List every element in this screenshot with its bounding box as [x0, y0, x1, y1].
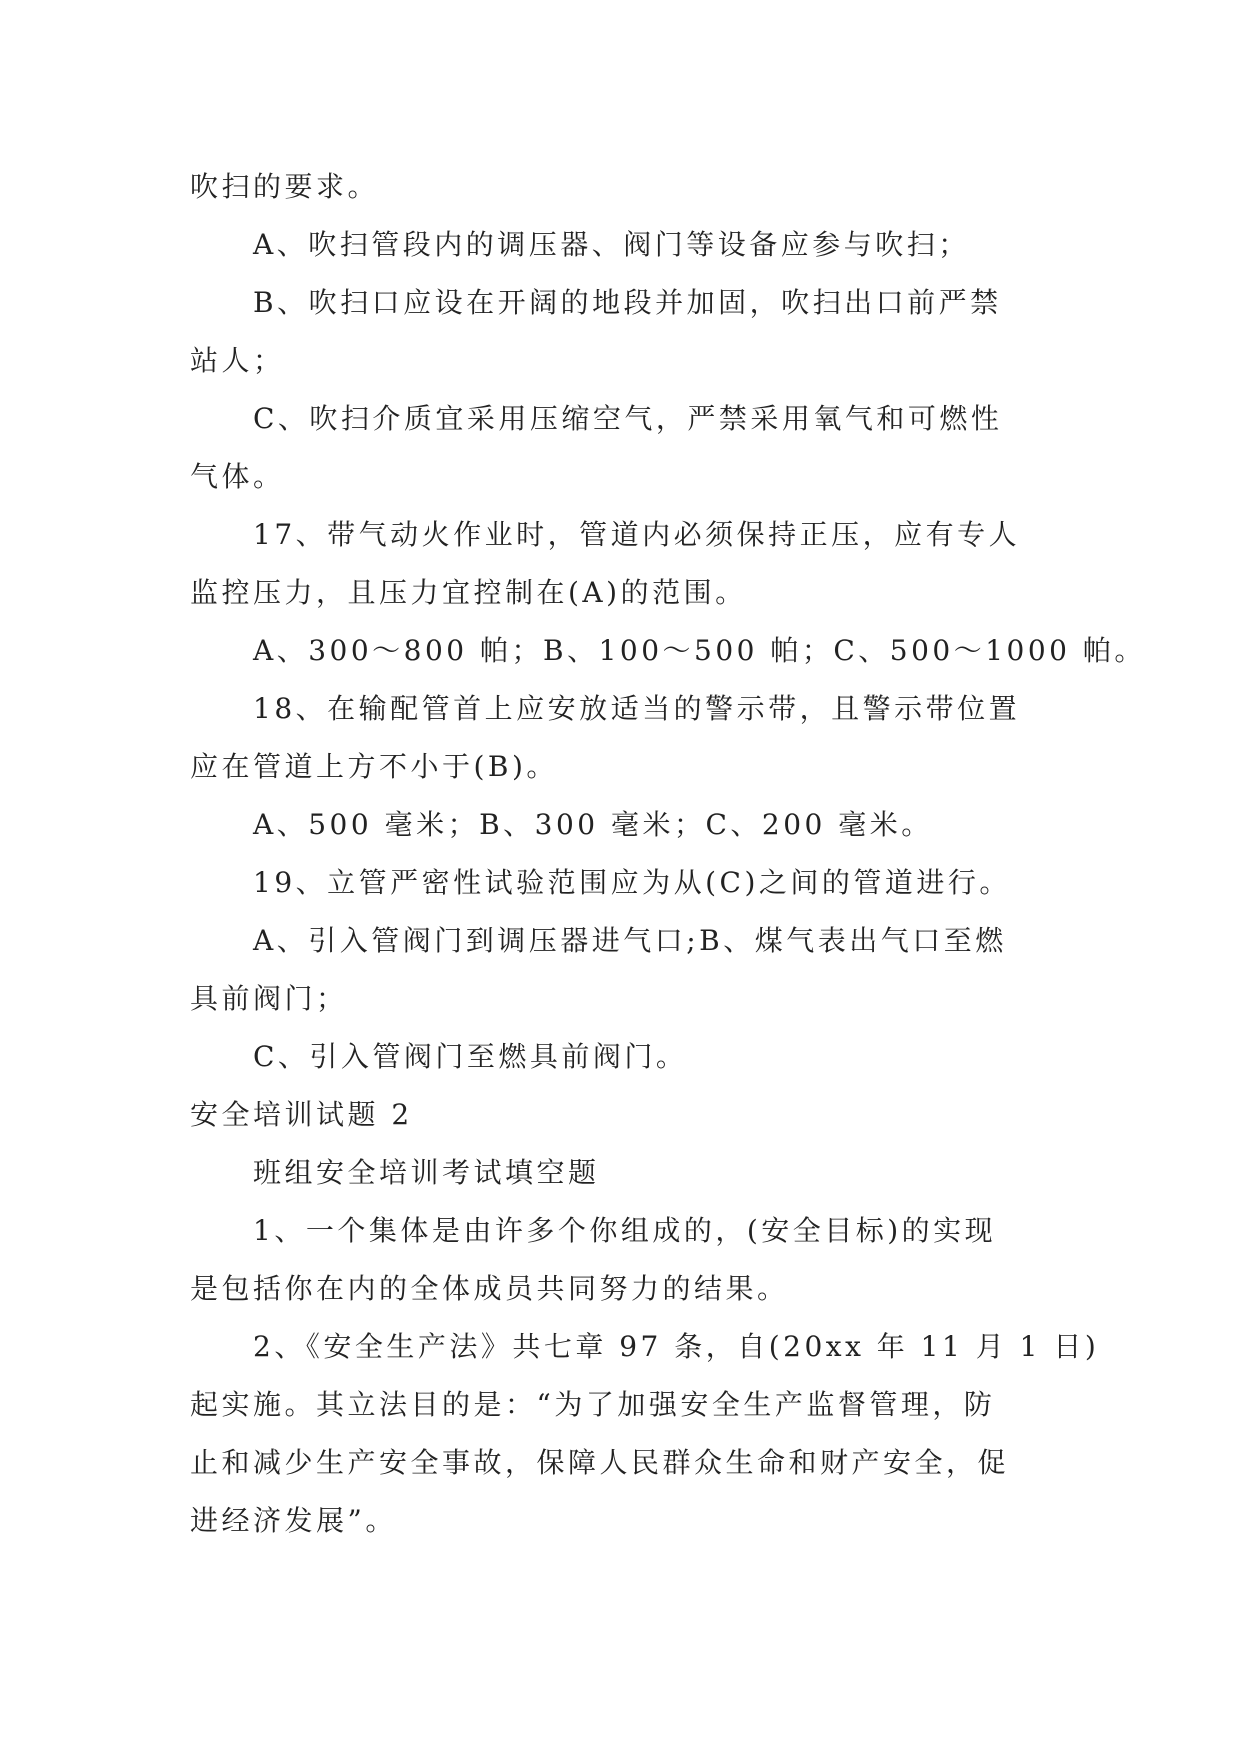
text-line: 站人；	[190, 344, 285, 377]
option-line: A、500 毫米；B、300 毫米；C、200 毫米。	[253, 808, 933, 841]
text-line: 吹扫的要求。	[190, 170, 380, 203]
question-line: 1、一个集体是由许多个你组成的，(安全目标)的实现	[253, 1214, 997, 1247]
option-line: C、引入管阀门至燃具前阀门。	[253, 1040, 688, 1073]
text-line: 起实施。其立法目的是：“为了加强安全生产监督管理，防	[190, 1388, 996, 1421]
question-line: 2、《安全生产法》共七章 97 条，自(20xx 年 11 月 1 日)	[253, 1330, 1100, 1363]
text-line: 止和减少生产安全事故，保障人民群众生命和财产安全，促	[190, 1446, 1010, 1479]
text-line: 进经济发展”。	[190, 1504, 397, 1537]
section-heading: 安全培训试题 2	[190, 1098, 413, 1131]
option-line: A、300～800 帕；B、100～500 帕；C、500～1000 帕。	[253, 634, 1146, 667]
option-line: A、引入管阀门到调压器进气口;B、煤气表出气口至燃	[253, 924, 1007, 957]
text-line: 是包括你在内的全体成员共同努力的结果。	[190, 1272, 789, 1305]
text-line: 监控压力，且压力宜控制在(A)的范围。	[190, 576, 747, 609]
option-line: B、吹扫口应设在开阔的地段并加固，吹扫出口前严禁	[253, 286, 1002, 319]
subsection-heading: 班组安全培训考试填空题	[253, 1156, 600, 1189]
question-line: 19、立管严密性试验范围应为从(C)之间的管道进行。	[253, 866, 1011, 899]
text-line: 气体。	[190, 460, 285, 493]
option-line: C、吹扫介质宜采用压缩空气，严禁采用氧气和可燃性	[253, 402, 1003, 435]
document-page	[190, 158, 1146, 1550]
text-line: 具前阀门；	[190, 982, 348, 1015]
text-line: 应在管道上方不小于(B)。	[190, 750, 558, 783]
question-line: 18、在输配管首上应安放适当的警示带，且警示带位置	[253, 692, 1021, 725]
option-line: A、吹扫管段内的调压器、阀门等设备应参与吹扫；	[253, 228, 970, 261]
question-line: 17、带气动火作业时，管道内必须保持正压，应有专人	[253, 518, 1021, 551]
